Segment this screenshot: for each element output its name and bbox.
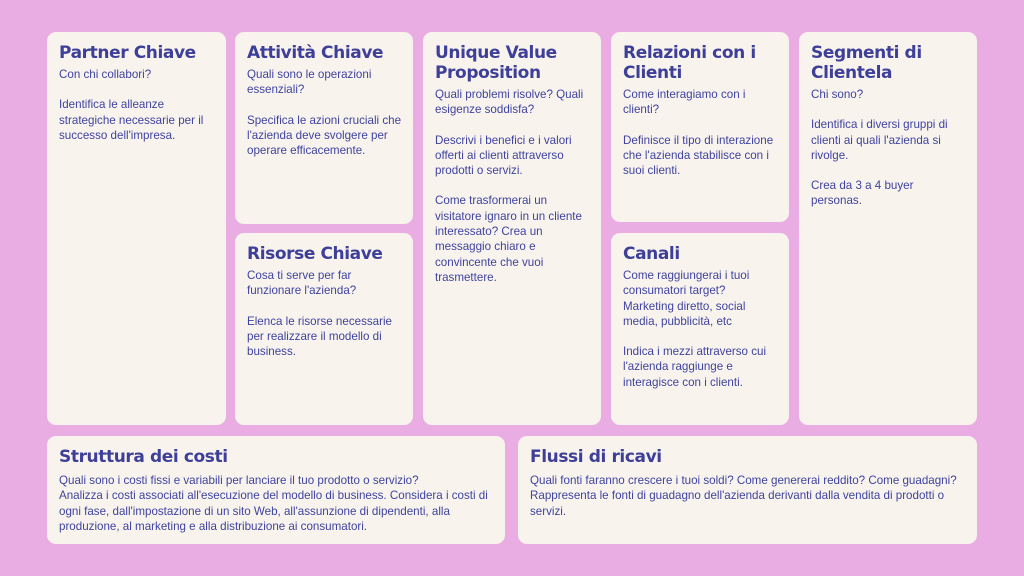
cost-structure-title: Struttura dei costi: [59, 447, 228, 467]
key-partners-card: [47, 32, 226, 425]
channels-question: Come raggiungerai i tuoi consumatori target? Marketing diretto, social media, pubblicità, etc: [623, 269, 750, 328]
customer-segments-description: Identifica i diversi gruppi di clienti ai quali l'azienda si rivolge.: [811, 118, 948, 162]
channels-card: [611, 233, 789, 425]
revenue-streams-question: Quali fonti faranno crescere i tuoi soldi? Come genererai reddito? Come guadagni?: [530, 474, 957, 487]
cost-structure-card: [47, 436, 505, 544]
revenue-streams-description: Rappresenta le fonti di guadagno dell'azienda derivanti dalla vendita di prodotti o servizi.: [530, 489, 945, 518]
key-activities-title: Attività Chiave: [247, 43, 384, 63]
key-partners-description: Identifica le alleanze strategiche necessarie per il successo dell'impresa.: [59, 98, 204, 142]
key-partners-title: Partner Chiave: [59, 43, 196, 63]
value-proposition-card: [423, 32, 601, 425]
channels-title: Canali: [623, 244, 680, 264]
customer-segments-card: [799, 32, 977, 425]
key-resources-card: [235, 233, 413, 425]
value-proposition-title: Unique Value Proposition: [435, 43, 557, 83]
customer-relations-description: Definisce il tipo di interazione che l'azienda stabilisce con i suoi clienti.: [623, 133, 774, 178]
customer-segments-title: Segmenti di Clientela: [811, 43, 922, 83]
key-activities-card: [235, 32, 413, 224]
key-resources-description: Elenca le risorse necessarie per realizzare il modello di business.: [247, 314, 392, 359]
key-resources-question: Cosa ti serve per far funzionare l'azienda?: [247, 269, 357, 298]
channels-description: Indica i mezzi attraverso cui l'azienda raggiunge e interagisce con i clienti.: [623, 345, 767, 389]
customer-segments-question: Chi sono?: [811, 88, 864, 101]
key-resources-title: Risorse Chiave: [247, 244, 383, 264]
revenue-streams-card: [518, 436, 977, 544]
customer-relations-card: [611, 32, 789, 222]
customer-segments-personas: Crea da 3 a 4 buyer personas.: [811, 179, 914, 208]
customer-relations-question: Come interagiamo con i clienti?: [623, 88, 746, 117]
key-activities-description: Specifica le azioni cruciali che l'azienda deve svolgere per operare efficacemente.: [247, 113, 402, 158]
value-proposition-question: Quali problemi risolve? Quali esigenze soddisfa?: [435, 88, 584, 117]
cost-structure-description: Analizza i costi associati all'esecuzione del modello di business. Considera i costi di ogni fase, dall'impostazione di un sito Web, all'assunzione di dipendenti, alla produzione, al marketing e alla distribuzione ai consumatori.: [59, 489, 488, 533]
value-proposition-description: Descrivi i benefici e i valori offerti ai clienti attraverso prodotti o servizi.: [435, 133, 572, 178]
customer-relations-title: Relazioni con i Clienti: [623, 43, 756, 83]
value-proposition-message: Come trasformerai un visitatore ignaro in un cliente interessato? Crea un messaggio chiaro e convincente che vuoi trasmettere.: [435, 194, 582, 284]
key-activities-question: Quali sono le operazioni essenziali?: [247, 68, 372, 97]
key-partners-question: Con chi collabori?: [59, 68, 152, 81]
cost-structure-question: Quali sono i costi fissi e variabili per lanciare il tuo prodotto o servizio?: [59, 474, 419, 487]
revenue-streams-title: Flussi di ricavi: [530, 447, 662, 467]
